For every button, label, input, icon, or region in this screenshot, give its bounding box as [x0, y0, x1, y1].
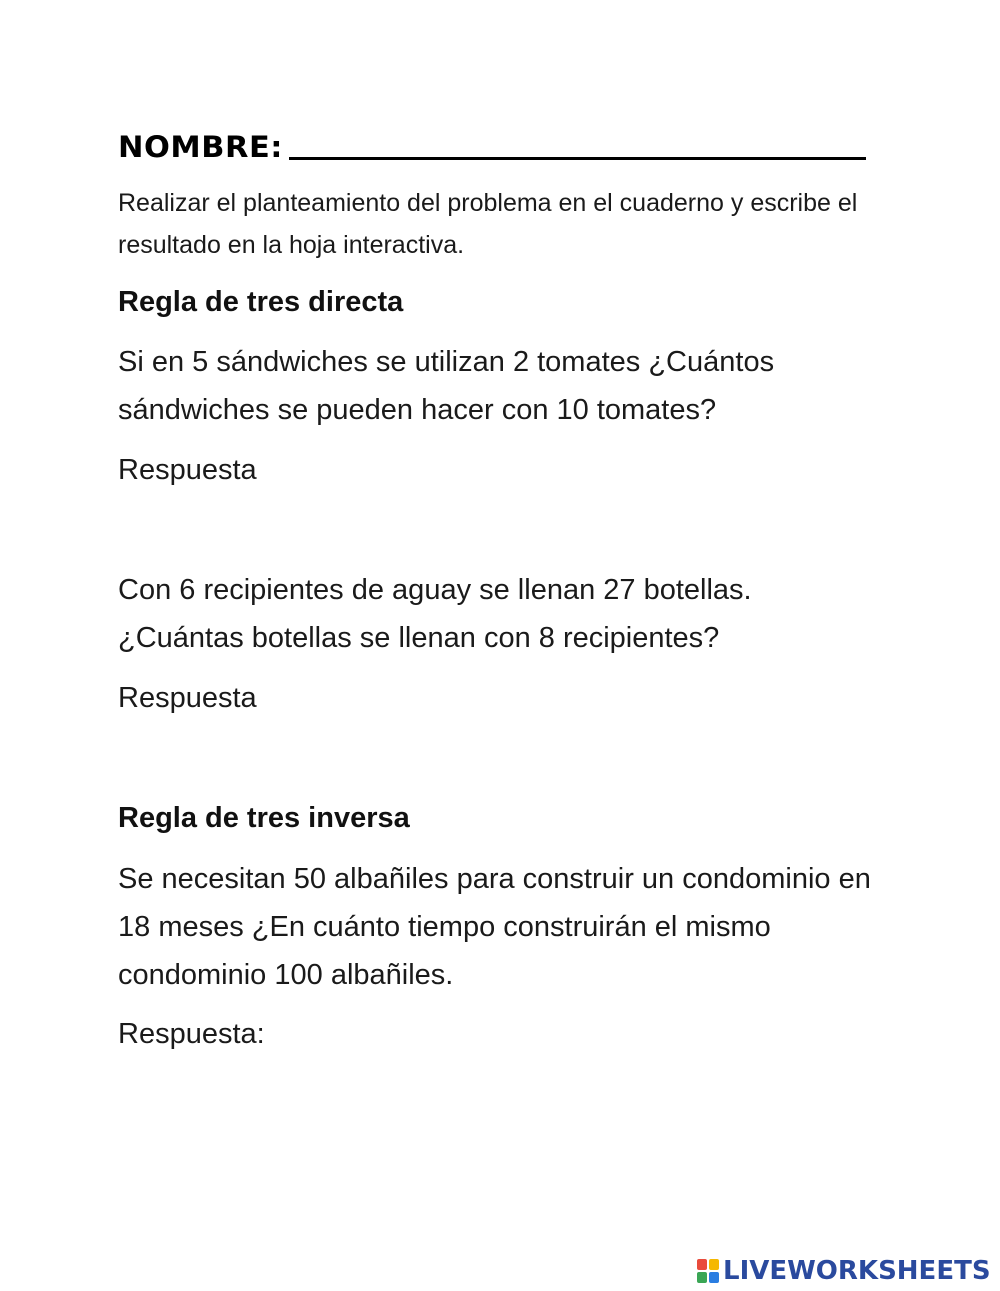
problem-3-question: Se necesitan 50 albañiles para construir un condominio en 18 meses ¿En cuánto tiempo construirán el mismo condominio 100 albañiles.	[118, 863, 871, 991]
problem-3-answer-field[interactable]	[300, 1016, 624, 1056]
name-underline[interactable]	[289, 157, 866, 160]
problem-2-answer-label: Respuesta	[118, 682, 257, 714]
name-row	[118, 122, 866, 162]
liveworksheets-logo	[697, 1254, 991, 1288]
problem-2-question: Con 6 recipientes de aguay se llenan 27 botellas. ¿Cuántas botellas se llenan con 8 recipientes?	[118, 574, 752, 654]
section-heading-inverse: Regla de tres inversa	[118, 802, 410, 834]
liveworksheets-logo-icon	[697, 1259, 719, 1283]
section-heading-direct: Regla de tres directa	[118, 286, 404, 318]
problem-1-question: Si en 5 sándwiches se utilizan 2 tomates ¿Cuántos sándwiches se pueden hacer con 10 tomates?	[118, 346, 775, 426]
name-label: NOMBRE:	[118, 130, 283, 164]
problem-1-answer-field[interactable]	[300, 452, 624, 492]
problem-1-answer-label: Respuesta	[118, 454, 257, 486]
problem-3-answer-label: Respuesta:	[118, 1018, 265, 1050]
brand-name: LIVEWORKSHEETS	[723, 1256, 991, 1286]
problem-2-answer-field[interactable]	[300, 680, 624, 720]
instructions-text: Realizar el planteamiento del problema en el cuaderno y escribe el resultado en la hoja interactiva.	[118, 189, 858, 259]
